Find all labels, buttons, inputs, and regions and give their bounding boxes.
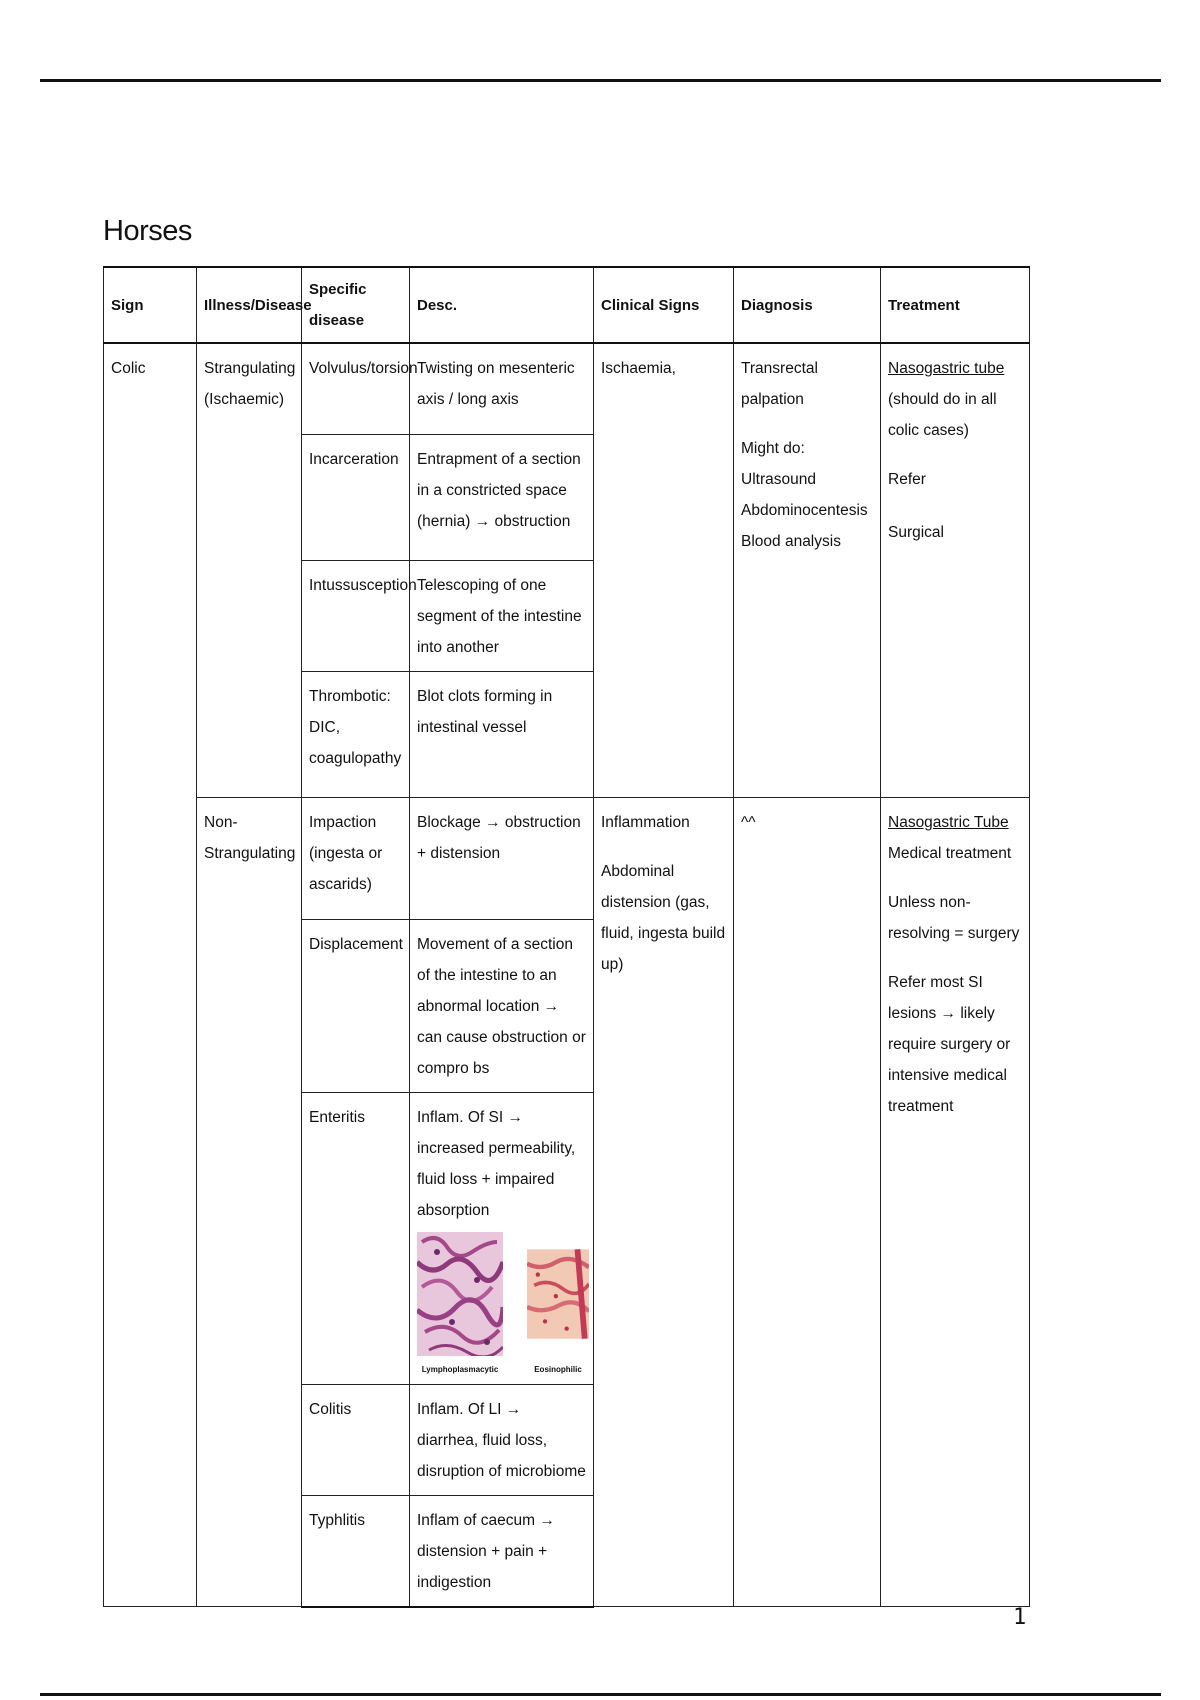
footer-rule (40, 1693, 1161, 1696)
specific-disease-cell: Volvulus/torsion (302, 343, 410, 434)
table-row (104, 797, 1030, 919)
treatment-line: Refer (888, 471, 926, 488)
clinical-line: Inflammation (601, 813, 690, 831)
page-number: 1 (1013, 1605, 1027, 1630)
colic-table (103, 266, 1030, 1608)
clinical-non-strangulating (594, 797, 734, 1607)
desc-cell: Entrapment of a section in a constricted space (hernia) → obstruction (410, 434, 594, 560)
specific-disease-cell: Incarceration (302, 434, 410, 560)
header-clinical-signs: Clinical Signs (594, 267, 734, 343)
desc-cell-enteritis (410, 1092, 594, 1384)
treatment-strangulating (881, 343, 1030, 797)
header-specific-disease: Specific disease (302, 267, 410, 343)
desc-cell: Movement of a section of the intestine to an abnormal location → can cause obstruction or compro bs (410, 919, 594, 1092)
clinical-strangulating: Ischaemia, (594, 343, 734, 797)
illness-strangulating: Strangulating (Ischaemic) (197, 343, 302, 797)
desc-cell: Twisting on mesenteric axis / long axis (410, 343, 594, 434)
specific-disease-cell: Intussusception (302, 560, 410, 671)
header-diagnosis: Diagnosis (734, 267, 881, 343)
treatment-line: Surgical (888, 524, 944, 541)
desc-text: Inflam. Of SI → increased permeability, fluid loss + impaired absorption (417, 1108, 576, 1219)
header-desc: Desc. (410, 267, 594, 343)
diagnosis-strangulating (734, 343, 881, 797)
histology-image-lymphoplasmacytic (417, 1232, 503, 1356)
treatment-line: Nasogastric tube (888, 360, 1005, 377)
histology-figure (417, 1232, 503, 1376)
header-sign: Sign (104, 267, 197, 343)
specific-disease-cell: Typhlitis (302, 1495, 410, 1607)
treatment-line: Medical treatment (888, 844, 1012, 862)
diagnosis-line: Blood analysis (741, 533, 841, 550)
desc-cell: Blot clots forming in intestinal vessel (410, 671, 594, 797)
specific-disease-cell: Colitis (302, 1384, 410, 1495)
histology-caption: Lymphoplasmacytic (421, 1364, 499, 1374)
diagnosis-line: Abdominocentesis (741, 502, 868, 519)
illness-non-strangulating: Non-Strangulating (197, 797, 302, 1607)
treatment-line: Nasogastric Tube (888, 813, 1009, 831)
treatment-line: Refer most SI lesions → likely require surgery or intensive medical treatment (888, 973, 1011, 1115)
header-illness: Illness/Disease (197, 267, 302, 343)
diagnosis-non-strangulating: ^^ (734, 797, 881, 1607)
table-header-row (104, 267, 1030, 343)
desc-cell: Blockage → obstruction + distension (410, 797, 594, 919)
clinical-line: Abdominal distension (gas, fluid, ingesta build up) (601, 862, 726, 973)
desc-cell: Telescoping of one segment of the intestine into another (410, 560, 594, 671)
histology-caption: Eosinophilic (534, 1364, 582, 1374)
page-title: Horses (103, 215, 192, 247)
treatment-line: (should do in all colic cases) (888, 391, 997, 439)
desc-cell: Inflam. Of LI → diarrhea, fluid loss, disruption of microbiome (410, 1384, 594, 1495)
header-rule (40, 79, 1161, 82)
sign-cell: Colic (104, 343, 197, 1607)
treatment-line: Unless non-resolving = surgery (888, 893, 1020, 942)
desc-cell: Inflam of caecum → distension + pain + indigestion (410, 1495, 594, 1607)
treatment-non-strangulating (881, 797, 1030, 1607)
histology-figure (527, 1232, 589, 1376)
specific-disease-cell: Enteritis (302, 1092, 410, 1384)
histology-image-eosinophilic (527, 1232, 589, 1356)
specific-disease-cell: Impaction (ingesta or ascarids) (302, 797, 410, 919)
specific-disease-cell: Displacement (302, 919, 410, 1092)
diagnosis-line: Ultrasound (741, 471, 816, 488)
specific-disease-cell: Thrombotic: DIC, coagulopathy (302, 671, 410, 797)
diagnosis-line: Transrectal palpation (741, 360, 818, 408)
histology-images (417, 1232, 586, 1376)
diagnosis-line: Might do: (741, 440, 805, 457)
header-treatment: Treatment (881, 267, 1030, 343)
table-row (104, 343, 1030, 434)
